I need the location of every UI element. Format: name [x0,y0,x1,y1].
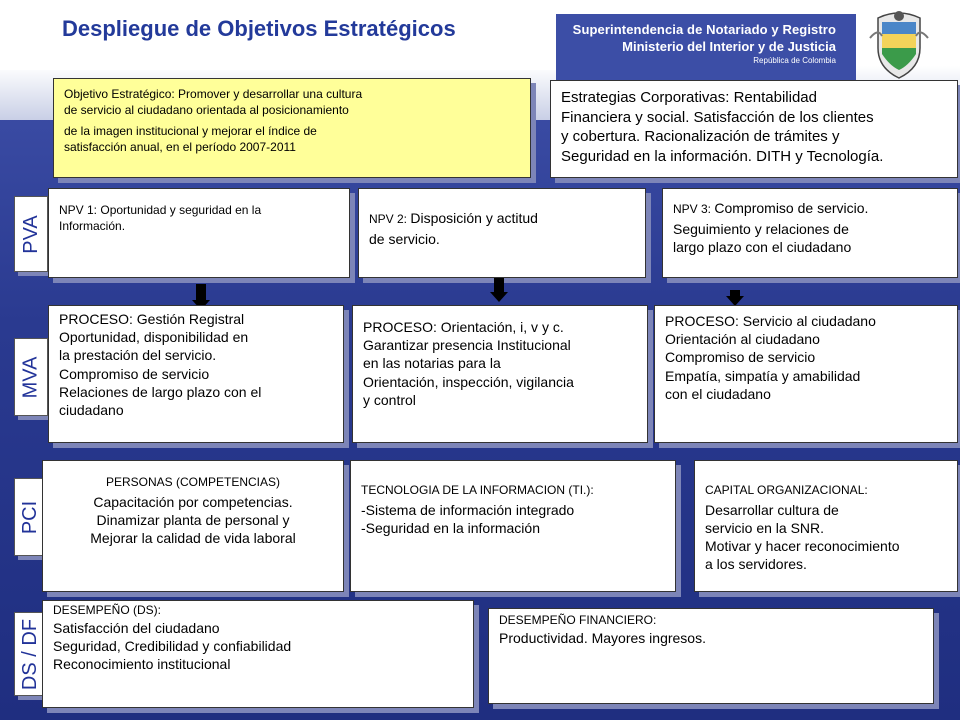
strategic-objective-box [53,78,531,178]
process-2-line: Orientación, inspección, vigilancia [363,373,574,390]
pci-personas-box [42,460,344,592]
org-name-block [566,22,836,65]
process-1-line: Oportunidad, disponibilidad en [59,329,249,346]
down-arrow-icon [490,278,508,302]
npv-3-text: Compromiso de servicio. [714,200,869,216]
process-3-line: Compromiso de servicio [665,349,816,366]
page-title: Despliegue de Objetivos Estratégicos [62,16,456,41]
pci-capital-heading: CAPITAL ORGANIZACIONAL: [705,483,868,497]
process-1-line: Compromiso de servicio [59,365,210,382]
pci-tecnologia-line: -Sistema de información integrado [361,501,575,518]
process-2-box [352,305,648,443]
process-2-line: en las notarias para la [363,355,501,372]
npv-1-box [48,188,350,278]
desempeno-ds-box [42,600,474,708]
process-1-line: Relaciones de largo plazo con el [59,383,262,400]
objective-line: de servicio al ciudadano orientada al posicionamiento [64,102,349,117]
pci-capital-box [694,460,958,592]
coat-of-arms-icon [868,8,930,80]
pci-capital-line: a los servidores. [705,556,807,573]
npv-1-prefix: NPV 1: [59,203,101,217]
process-3-line: Orientación al ciudadano [665,331,820,348]
npv-2-text: Disposición y actitud [410,210,538,226]
pci-capital-line: servicio en la SNR. [705,519,825,536]
ds-line: Reconocimiento institucional [53,655,231,672]
objective-line: de la imagen institucional y mejorar el índice de [64,124,317,139]
npv-3-line: largo plazo con el ciudadano [673,238,852,255]
tab-mva[interactable] [14,338,48,416]
strategies-line: Estrategias Corporativas: Rentabilidad [561,89,817,106]
org-line-ministerio: Ministerio del Interior y de Justicia [622,39,836,54]
pci-tecnologia-box [350,460,676,592]
npv-2-prefix: NPV 2: [369,212,411,226]
tab-pva-label: PVA [19,214,42,254]
tab-pci-label: PCI [19,500,42,534]
process-3-line: Empatía, simpatía y amabilidad [665,367,861,384]
npv-1-text: Oportunidad y seguridad en la [100,203,262,217]
org-line-superintendencia: Superintendencia de Notariado y Registro [572,22,836,37]
process-1-line: ciudadano [59,401,124,418]
tab-mva-label: MVA [19,356,42,398]
npv-3-line [673,199,947,220]
npv-2-line: de servicio. [369,230,440,247]
tab-ds-df-label: DS / DF [19,618,42,690]
ds-heading: DESEMPEÑO (DS): [53,603,162,617]
pci-capital-line: Desarrollar cultura de [705,501,839,518]
objective-line: satisfacción anual, en el período 2007-2011 [64,139,296,154]
ds-line: Seguridad, Credibilidad y confiabilidad [53,637,292,654]
desempeno-financiero-box [488,608,934,704]
pci-personas-line: Mejorar la calidad de vida laboral [90,529,296,546]
process-1-line: PROCESO: Gestión Registral [59,311,245,327]
process-2-line: PROCESO: Orientación, i, v y c. [363,319,564,335]
process-3-box [654,305,958,443]
corporate-strategies-box [550,80,958,178]
ds-line: Satisfacción del ciudadano [53,619,220,636]
process-1-line: la prestación del servicio. [59,347,217,364]
strategies-line: Financiera y social. Satisfacción de los clientes [561,108,874,126]
npv-1-line: Información. [59,218,126,233]
npv-3-line: Seguimiento y relaciones de [673,220,849,237]
pci-tecnologia-line: -Seguridad en la información [361,519,540,536]
pci-personas-line: Dinamizar planta de personal y [96,511,290,528]
npv-2-box [358,188,646,278]
process-3-line: con el ciudadano [665,385,771,402]
process-3-line: PROCESO: Servicio al ciudadano [665,313,876,329]
pci-personas-line: Capacitación por competencias. [93,493,293,510]
pci-tecnologia-heading: TECNOLOGIA DE LA INFORMACION (TI.): [361,483,594,497]
org-line-republica: República de Colombia [753,56,836,65]
tab-pva[interactable] [14,196,48,272]
df-heading: DESEMPEÑO FINANCIERO: [499,613,657,627]
strategies-line: Seguridad en la información. DITH y Tecnología. [561,147,884,165]
strategies-line: y cobertura. Racionalización de trámites y [561,128,840,145]
down-arrow-icon [726,290,744,306]
process-1-box [48,305,344,443]
npv-1-line [59,203,339,219]
process-2-line: Garantizar presencia Institucional [363,337,571,354]
pci-capital-line: Motivar y hacer reconocimiento [705,537,900,554]
npv-3-box [662,188,958,278]
pci-personas-heading: PERSONAS (COMPETENCIAS) [105,475,281,489]
npv-2-line [369,209,635,230]
process-2-line: y control [363,391,416,408]
npv-3-prefix: NPV 3: [673,202,715,216]
objective-line: Objetivo Estratégico: Promover y desarrollar una cultura [64,87,363,101]
df-line: Productividad. Mayores ingresos. [499,629,706,646]
